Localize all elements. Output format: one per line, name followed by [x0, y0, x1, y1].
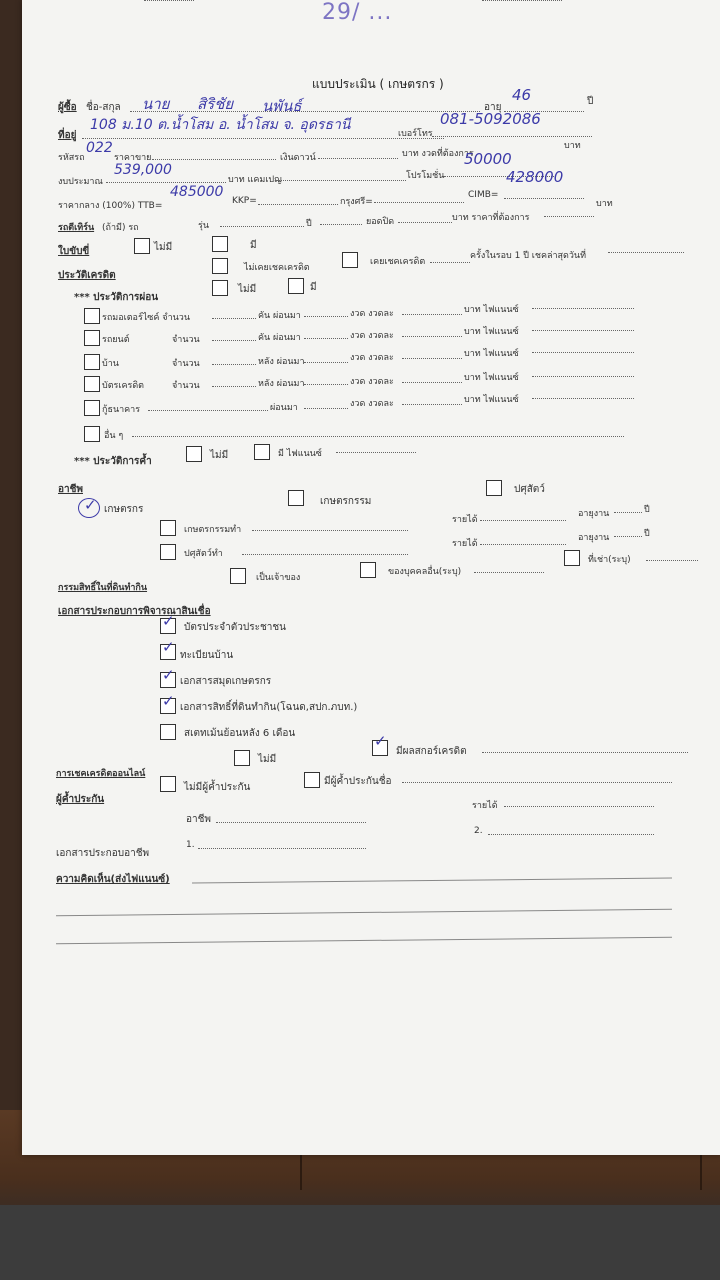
car-label: รถยนต์: [102, 335, 130, 345]
pay-history-label: *** ประวัติการผ่อน: [74, 292, 159, 303]
pay-no-checkbox[interactable]: [212, 280, 228, 296]
guarantor-yes-label: มีผู้ค้ำประกันชื่อ: [324, 776, 392, 787]
online-credit-label: การเชคเครดิตออนไลน์: [56, 769, 146, 779]
house-fin: บาท ไฟแนนซ์: [464, 349, 519, 359]
house-unit: หลัง ผ่อนมา: [258, 357, 305, 367]
farmer-label: เกษตรกร: [104, 504, 144, 515]
license-label: ใบขับขี่: [58, 246, 90, 257]
docs-label: เอกสารประกอบการพิจารณาสินเชื่อ: [58, 606, 211, 617]
year-label: ปี: [587, 96, 594, 107]
pay-yes-label: มี: [310, 282, 317, 293]
campaign-label: บาท แคมเปญ: [228, 175, 282, 185]
live-do-line: [242, 554, 408, 555]
address-line: [82, 138, 444, 139]
campaign-line: [276, 180, 406, 181]
live-work-label: อายุงาน: [578, 533, 610, 543]
bank-loan-inst: งวด งวดละ: [350, 399, 394, 409]
land-rent-checkbox[interactable]: [564, 550, 580, 566]
house-checkbox[interactable]: [84, 354, 100, 370]
budget-value[interactable]: 539,000: [114, 162, 172, 178]
credit-date-line: [608, 252, 684, 253]
guar-no-label: ไม่มี: [210, 450, 229, 461]
buyer-label: ผู้ซื้อ: [58, 102, 77, 113]
car-unit: คัน ผ่อนมา: [258, 333, 301, 343]
bank-loan-fin-line: [532, 398, 634, 399]
credit-never-label: ไม่เคยเชคเครดิต: [244, 263, 310, 273]
live-do-label: ปศุสัตว์ทำ: [184, 549, 223, 559]
credit-card-qty-label: จำนวน: [172, 381, 200, 391]
bank-loan-line: [148, 410, 268, 411]
car-fin: บาท ไฟแนนซ์: [464, 327, 519, 337]
car-code-value[interactable]: 022: [86, 140, 113, 156]
credit-card-paid-line: [304, 384, 348, 385]
job-docs-label: เอกสารประกอบอาชีพ: [56, 848, 150, 859]
handwritten-stamp: 29/ ...: [322, 0, 393, 25]
car-qty-line: [212, 340, 256, 341]
car-fin-line: [532, 330, 634, 331]
promo-value[interactable]: 50000: [464, 150, 512, 168]
model-line: [220, 226, 304, 227]
doc-farmer-mark: ✓: [162, 666, 175, 684]
credit-ever-checkbox[interactable]: [342, 252, 358, 268]
credit-never-checkbox[interactable]: [212, 258, 228, 274]
trade-in-sub: (ถ้ามี) รถ: [102, 223, 139, 233]
guar-fin-line: [336, 452, 416, 453]
name-label: ชื่อ-สกุล: [86, 102, 121, 113]
guarantor-job-label: อาชีพ: [186, 814, 211, 825]
online-yes-label: มีผลสกอร์เครดิต: [396, 746, 467, 757]
last-name[interactable]: นพันธ์: [262, 97, 302, 115]
house-qty-line: [212, 364, 256, 365]
house-paid-line: [304, 362, 348, 363]
bank-loan-amt-line: [402, 404, 462, 405]
doc-statement-label: สเตทเม้นย้อนหลัง 6 เดือน: [184, 728, 296, 739]
agri-label: เกษตรกรรม: [320, 496, 372, 507]
floor-mat: [0, 1205, 720, 1280]
credit-times-label: ครั้งในรอบ 1 ปี เชคล่าสุดวันที่: [470, 251, 587, 261]
form-paper: [22, 0, 720, 1155]
credit-card-checkbox[interactable]: [84, 376, 100, 392]
doc-house-mark: ✓: [162, 638, 175, 656]
doc-farmer-label: เอกสารสมุดเกษตรกร: [180, 676, 272, 687]
agri-do-checkbox[interactable]: [160, 520, 176, 536]
job-doc-1-label: 1.: [186, 840, 195, 850]
other-line: [132, 436, 624, 437]
down-line: [318, 158, 398, 159]
trade-year-label: ปี: [306, 219, 312, 229]
age-value[interactable]: 46: [512, 86, 532, 104]
agri-checkbox[interactable]: [288, 490, 304, 506]
car-amt-line: [402, 336, 462, 337]
job-doc-2-line: [488, 834, 654, 835]
guar-yes-label: มี ไฟแนนซ์: [278, 449, 322, 459]
credit-label: ประวัติเครดิต: [58, 270, 116, 281]
guarantor-no-label: ไม่มีผู้ค้ำประกัน: [184, 782, 251, 793]
license-yes-checkbox[interactable]: [212, 236, 228, 252]
live-year-label: ปี: [644, 529, 650, 539]
cimb-line: [504, 198, 584, 199]
credit-card-qty-line: [212, 386, 256, 387]
sale-price-label: ราคาขาย: [114, 153, 152, 163]
pay-yes-checkbox[interactable]: [288, 278, 304, 294]
budget-label: งบประมาณ: [58, 177, 103, 187]
credit-card-inst: งวด งวดละ: [350, 377, 394, 387]
guarantor-income-label: รายได้: [472, 801, 498, 811]
payoff-line: [398, 222, 452, 223]
job-doc-2-label: 2.: [474, 826, 483, 836]
phone-line: [432, 136, 592, 137]
opinion-line-1: [192, 877, 672, 883]
doc-land-mark: ✓: [162, 692, 175, 710]
doc-statement-checkbox[interactable]: [160, 724, 176, 740]
form-title: แบบประเมิน ( เกษตรกร ): [312, 77, 444, 91]
agri-do-line: [252, 530, 408, 531]
budget-line: [106, 182, 226, 183]
land-other-line: [474, 572, 544, 573]
house-fin-line: [532, 352, 634, 353]
live-work-line: [614, 536, 642, 537]
agri-work-line: [614, 512, 642, 513]
house-qty-label: จำนวน: [172, 359, 200, 369]
agri-work-label: อายุงาน: [578, 509, 610, 519]
krungsri-line: [374, 202, 464, 203]
house-label: บ้าน: [102, 359, 119, 369]
live-do-checkbox[interactable]: [160, 544, 176, 560]
krungsri-label: กรุงศรี=: [340, 197, 373, 207]
guarantor-no-checkbox[interactable]: [160, 776, 176, 792]
land-own-label: เป็นเจ้าของ: [256, 573, 301, 583]
credit-card-amt-line: [402, 382, 462, 383]
mid-price-label: ราคากลาง (100%) TTB=: [58, 201, 163, 211]
motorcycle-checkbox[interactable]: [84, 308, 100, 324]
house-amt-line: [402, 358, 462, 359]
guarantor-income-line: [504, 806, 654, 807]
phone-value[interactable]: 081-5092086: [440, 110, 541, 128]
agri-income-label: รายได้: [452, 515, 478, 525]
agri-do-label: เกษตรกรรมทำ: [184, 525, 242, 535]
bank-loan-fin: บาท ไฟแนนซ์: [464, 395, 519, 405]
job-doc-1-line: [198, 848, 366, 849]
agri-income-line: [480, 520, 566, 521]
opinion-label: ความคิดเห็น(ส่งไฟแนนซ์): [56, 874, 170, 885]
car-inst: งวด งวดละ: [350, 331, 394, 341]
bank-loan-paid-line: [304, 408, 348, 409]
opinion-line-3: [56, 937, 672, 944]
doc-id-mark: ✓: [162, 612, 175, 630]
other-checkbox[interactable]: [84, 426, 100, 442]
age-label: อายุ: [484, 102, 502, 113]
car-checkbox[interactable]: [84, 330, 100, 346]
license-no-label: ไม่มี: [154, 242, 173, 253]
occupation-label: อาชีพ: [58, 484, 83, 495]
motorcycle-fin-line: [532, 308, 634, 309]
doc-id-label: บัตรประจำตัวประชาชน: [184, 622, 287, 633]
name-line: [130, 111, 480, 112]
other-label: อื่น ๆ: [104, 431, 124, 441]
address-value[interactable]: 108 ม.10 ต.น้ำโสม อ. น้ำโสม จ. อุดรธานี: [90, 117, 351, 133]
motorcycle-inst: งวด งวดละ: [350, 309, 394, 319]
motorcycle-fin: บาท ไฟแนนซ์: [464, 305, 519, 315]
guar-no-checkbox[interactable]: [186, 446, 202, 462]
land-other-label: ของบุคคลอื่น(ระบุ): [388, 567, 462, 577]
bank-loan-label: กู้ธนาคาร: [102, 405, 141, 415]
kkp-line: [258, 204, 338, 205]
motorcycle-label: รถมอเตอร์ไซค์ จำนวน: [102, 313, 190, 323]
credit-ever-line: [430, 262, 470, 263]
opinion-line-2: [56, 909, 672, 916]
cimb-label: CIMB=: [468, 190, 499, 200]
farmer-mark: ✓: [84, 496, 97, 514]
land-label: กรรมสิทธิ์ในที่ดินทำกิน: [58, 583, 148, 593]
house-inst: งวด งวดละ: [350, 353, 394, 363]
trade-in-label: รถตีเทิร์น: [58, 223, 95, 233]
name-prefix[interactable]: นาย: [142, 95, 170, 113]
ttb-value[interactable]: 485000: [170, 184, 224, 200]
bank-loan-unit: ผ่อนมา: [270, 403, 298, 413]
guarantor-label: ผู้ค้ำประกัน: [56, 794, 105, 805]
guar-history-label: *** ประวัติการค้ำ: [74, 456, 152, 467]
land-own-checkbox[interactable]: [230, 568, 246, 584]
credit-card-fin-line: [532, 376, 634, 377]
live-income-label: รายได้: [452, 539, 478, 549]
motorcycle-unit: คัน ผ่อนมา: [258, 311, 301, 321]
motorcycle-paid-line: [304, 316, 348, 317]
credit-card-fin: บาท ไฟแนนซ์: [464, 373, 519, 383]
kkp-label: KKP=: [232, 196, 257, 206]
online-score-line: [482, 752, 688, 753]
license-yes-label: มี: [250, 240, 257, 251]
agri-year-label: ปี: [644, 505, 650, 515]
guarantor-yes-checkbox[interactable]: [304, 772, 320, 788]
guarantor-name-line: [402, 782, 672, 783]
need-line: [544, 216, 594, 217]
sale-price-line: [152, 159, 276, 160]
motorcycle-amt-line: [402, 314, 462, 315]
livestock-checkbox[interactable]: [486, 480, 502, 496]
trade-car-line: [144, 0, 194, 1]
payoff-label: ยอดปิด: [366, 217, 395, 227]
online-no-checkbox[interactable]: [234, 750, 250, 766]
installment-label: บาท งวดที่ต้องการ: [402, 149, 474, 159]
first-name[interactable]: สิริชัย: [197, 95, 234, 113]
promo-label: โปรโมชั่น: [406, 171, 445, 181]
address-label: ที่อยู่: [58, 130, 77, 141]
need-baht: บาท: [596, 199, 613, 209]
credit-card-label: บัตรเครดิต: [102, 381, 145, 391]
car-qty-label: จำนวน: [172, 335, 200, 345]
credit-ever-label: เคยเชคเครดิต: [370, 257, 426, 267]
baht-label: บาท: [564, 141, 581, 151]
cimb-value[interactable]: 428000: [506, 168, 564, 186]
bank-loan-checkbox[interactable]: [84, 400, 100, 416]
trade-year-line: [320, 224, 362, 225]
down-label: เงินดาวน์: [280, 153, 316, 163]
land-rent-label: ที่เช่า(ระบุ): [588, 555, 631, 565]
doc-land-label: เอกสารสิทธิ์ที่ดินทำกิน(โฉนด,สปก.ภบท.): [180, 702, 358, 713]
land-other-checkbox[interactable]: [360, 562, 376, 578]
car-paid-line: [304, 338, 348, 339]
model-label: รุ่น: [198, 221, 209, 231]
license-no-checkbox[interactable]: [134, 238, 150, 254]
installment-line: [482, 0, 562, 1]
livestock-label: ปศุสัตว์: [514, 484, 545, 495]
online-yes-mark: ✓: [374, 732, 387, 750]
live-income-line: [480, 544, 566, 545]
doc-house-label: ทะเบียนบ้าน: [180, 650, 234, 661]
phone-label: เบอร์โทร: [398, 129, 433, 139]
land-rent-line: [646, 560, 698, 561]
car-code-label: รหัสรถ: [58, 153, 85, 163]
guarantor-job-line: [216, 822, 366, 823]
credit-card-unit: หลัง ผ่อนมา: [258, 379, 305, 389]
need-label: บาท ราคาที่ต้องการ: [452, 213, 530, 223]
online-no-label: ไม่มี: [258, 754, 277, 765]
motorcycle-qty-line: [212, 318, 256, 319]
pay-no-label: ไม่มี: [238, 284, 257, 295]
guar-yes-checkbox[interactable]: [254, 444, 270, 460]
